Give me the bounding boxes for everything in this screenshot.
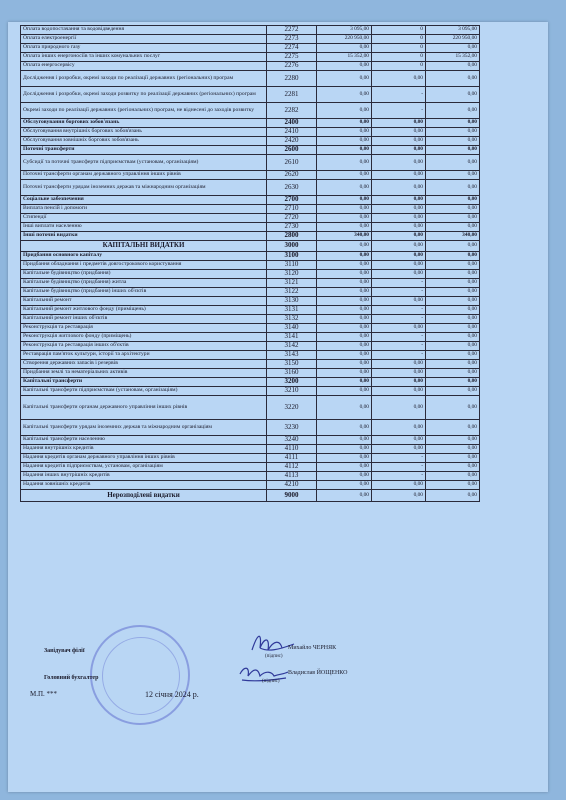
row-name: Окремі заходи по реалізації державних (регіональних) програм, не віднесені до заходів розвитку <box>21 103 267 119</box>
table-row <box>21 288 480 297</box>
row-name: Реставрація пам'яток культури, історії та архітектури <box>21 351 267 360</box>
row-value-3: 0,00 <box>426 420 480 436</box>
table-row <box>21 180 480 196</box>
row-value-2: 0,00 <box>372 387 426 396</box>
table-row <box>21 62 480 71</box>
row-code: 2620 <box>267 171 317 180</box>
row-value-2: 0 <box>372 53 426 62</box>
row-name: Створення державних запасів і резервів <box>21 360 267 369</box>
signer1-caption: (підпис) <box>265 654 283 659</box>
table-row <box>21 241 480 252</box>
row-code: 3120 <box>267 270 317 279</box>
table-row <box>21 53 480 62</box>
row-value-2: 0,00 <box>372 155 426 171</box>
row-value-2: - <box>372 306 426 315</box>
row-name: Інші поточні видатки <box>21 232 267 241</box>
row-value-1: 0,00 <box>317 420 372 436</box>
row-code: 3141 <box>267 333 317 342</box>
row-name: Субсидії та поточні трансферти підприємствам (установам, організаціям) <box>21 155 267 171</box>
row-value-2: 0,00 <box>372 445 426 454</box>
row-value-2: 0,00 <box>372 214 426 223</box>
row-value-1: 0,00 <box>317 87 372 103</box>
row-name: Поточні трансферти урядам іноземних держав та міжнародним організаціям <box>21 180 267 196</box>
row-name: Виплата пенсій і допомоги <box>21 205 267 214</box>
row-value-3: 0,00 <box>426 214 480 223</box>
table-row <box>21 445 480 454</box>
row-code: 3132 <box>267 315 317 324</box>
row-value-2: - <box>372 472 426 481</box>
row-name: Надання внутрішніх кредитів <box>21 445 267 454</box>
table-row <box>21 137 480 146</box>
row-code: 3122 <box>267 288 317 297</box>
row-value-2: 0,00 <box>372 128 426 137</box>
row-code: 4210 <box>267 481 317 490</box>
row-code: 3121 <box>267 279 317 288</box>
row-name: Капітальне будівництво (придбання) інших об'єктів <box>21 288 267 297</box>
table-row <box>21 454 480 463</box>
row-code: 2410 <box>267 128 317 137</box>
row-value-3: 0,00 <box>426 87 480 103</box>
row-code: 2700 <box>267 196 317 205</box>
row-name: Оплата водопостачання та водовідведення <box>21 26 267 35</box>
row-value-2: 0,00 <box>372 297 426 306</box>
row-value-2: - <box>372 87 426 103</box>
row-value-3: 0,00 <box>426 137 480 146</box>
row-value-2: - <box>372 333 426 342</box>
row-value-1: 0,00 <box>317 481 372 490</box>
row-code: 3140 <box>267 324 317 333</box>
row-value-3: 0,00 <box>426 315 480 324</box>
row-value-1: 0,00 <box>317 378 372 387</box>
table-row <box>21 396 480 420</box>
table-row <box>21 71 480 87</box>
row-value-3: 0,00 <box>426 62 480 71</box>
table-row <box>21 369 480 378</box>
table-row <box>21 342 480 351</box>
row-value-3: 0,00 <box>426 103 480 119</box>
row-value-2: 0 <box>372 62 426 71</box>
row-value-3: 0,00 <box>426 436 480 445</box>
row-value-2: 0,00 <box>372 490 426 502</box>
row-code: 3130 <box>267 297 317 306</box>
row-value-2: 0,00 <box>372 261 426 270</box>
row-name: Реконструкція та реставрація <box>21 324 267 333</box>
row-name: Надання кредитів органам державного управління інших рівнів <box>21 454 267 463</box>
row-name: Оплата інших енергоносіїв та інших комунальних послуг <box>21 53 267 62</box>
row-name: Обслуговування боргових зобов'язань <box>21 119 267 128</box>
row-value-3: 0,00 <box>426 360 480 369</box>
row-name: Дослідження і розробки, окремі заходи розвитку по реалізації державних (регіональних) програм <box>21 87 267 103</box>
row-value-2: 0,00 <box>372 396 426 420</box>
table-row <box>21 490 480 502</box>
row-value-1: 0,00 <box>317 306 372 315</box>
table-row <box>21 223 480 232</box>
row-value-1: 0,00 <box>317 279 372 288</box>
row-value-3: 0,00 <box>426 171 480 180</box>
table-row <box>21 252 480 261</box>
row-value-2: - <box>372 351 426 360</box>
table-row <box>21 472 480 481</box>
row-value-1: 0,00 <box>317 214 372 223</box>
table-row <box>21 420 480 436</box>
row-value-3: 0,00 <box>426 463 480 472</box>
row-value-2: 0 <box>372 44 426 53</box>
row-value-1: 0,00 <box>317 241 372 252</box>
row-code: 3210 <box>267 387 317 396</box>
table-row <box>21 279 480 288</box>
row-value-2: 0,00 <box>372 436 426 445</box>
row-value-3: 0,00 <box>426 297 480 306</box>
row-code: 3220 <box>267 396 317 420</box>
row-name: Придбання основного капіталу <box>21 252 267 261</box>
row-value-2: 0 <box>372 26 426 35</box>
row-value-3: 0,00 <box>426 196 480 205</box>
row-code: 2274 <box>267 44 317 53</box>
row-value-2: - <box>372 103 426 119</box>
row-value-2: 0,00 <box>372 180 426 196</box>
row-value-2: 0,00 <box>372 223 426 232</box>
table-row <box>21 270 480 279</box>
row-name: Капітальні трансферти урядам іноземних держав та міжнародним організаціям <box>21 420 267 436</box>
row-value-1: 0,00 <box>317 137 372 146</box>
row-value-1: 0,00 <box>317 119 372 128</box>
row-value-3: 0,00 <box>426 71 480 87</box>
row-code: 2273 <box>267 35 317 44</box>
table-row <box>21 128 480 137</box>
row-value-3: 340,00 <box>426 232 480 241</box>
table-row <box>21 481 480 490</box>
row-name: Придбання землі та нематеріальних активів <box>21 369 267 378</box>
row-value-1: 0,00 <box>317 490 372 502</box>
row-value-3: 0,00 <box>426 490 480 502</box>
row-value-1: 0,00 <box>317 360 372 369</box>
table-row <box>21 360 480 369</box>
row-name: Капітальне будівництво (придбання) житла <box>21 279 267 288</box>
row-code: 3150 <box>267 360 317 369</box>
row-value-3: 0,00 <box>426 472 480 481</box>
row-value-2: 0,00 <box>372 146 426 155</box>
row-code: 3110 <box>267 261 317 270</box>
row-name: Капітальний ремонт інших об'єктів <box>21 315 267 324</box>
row-name: Оплата електроенергії <box>21 35 267 44</box>
row-value-3: 0,00 <box>426 306 480 315</box>
table-row <box>21 324 480 333</box>
accountant-label: Головний бухгалтер <box>44 675 99 681</box>
row-value-2: - <box>372 315 426 324</box>
row-code: 3240 <box>267 436 317 445</box>
row-value-1: 0,00 <box>317 270 372 279</box>
row-value-1: 0,00 <box>317 261 372 270</box>
row-code: 4111 <box>267 454 317 463</box>
row-name: КАПІТАЛЬНІ ВИДАТКИ <box>21 241 267 252</box>
row-value-3: 0,00 <box>426 146 480 155</box>
row-value-3: 0,00 <box>426 270 480 279</box>
director-label: Завідувач філії <box>44 648 85 654</box>
mp-label: М.П. *** <box>30 690 58 698</box>
table-row <box>21 35 480 44</box>
row-code: 2600 <box>267 146 317 155</box>
row-value-2: 0,00 <box>372 137 426 146</box>
row-value-2: 0,00 <box>372 119 426 128</box>
row-value-2: 0,00 <box>372 196 426 205</box>
row-name: Дослідження і розробки, окремі заходи по реалізації державних (регіональних) програм <box>21 71 267 87</box>
table-row <box>21 436 480 445</box>
row-value-1: 0,00 <box>317 333 372 342</box>
row-value-3: 0,00 <box>426 342 480 351</box>
row-value-3: 0,00 <box>426 324 480 333</box>
row-value-3: 0,00 <box>426 155 480 171</box>
row-value-1: 0,00 <box>317 369 372 378</box>
row-value-3: 0,00 <box>426 481 480 490</box>
row-value-3: 0,00 <box>426 396 480 420</box>
row-name: Поточні трансферти <box>21 146 267 155</box>
row-code: 3200 <box>267 378 317 387</box>
row-code: 2800 <box>267 232 317 241</box>
row-code: 3131 <box>267 306 317 315</box>
row-code: 2630 <box>267 180 317 196</box>
row-value-2: 0,00 <box>372 360 426 369</box>
table-row <box>21 87 480 103</box>
row-value-1: 0,00 <box>317 71 372 87</box>
row-code: 2730 <box>267 223 317 232</box>
row-value-1: 0,00 <box>317 223 372 232</box>
row-value-2: 0,00 <box>372 232 426 241</box>
row-value-1: 0,00 <box>317 315 372 324</box>
table-row <box>21 232 480 241</box>
expenditure-table <box>20 25 480 502</box>
row-value-2: 0,00 <box>372 378 426 387</box>
table-body <box>21 26 480 502</box>
row-value-1: 340,00 <box>317 232 372 241</box>
row-code: 4110 <box>267 445 317 454</box>
table-row <box>21 297 480 306</box>
row-value-2: 0,00 <box>372 481 426 490</box>
row-value-1: 15 352,00 <box>317 53 372 62</box>
row-value-3: 0,00 <box>426 454 480 463</box>
row-value-3: 0,00 <box>426 241 480 252</box>
row-code: 3100 <box>267 252 317 261</box>
row-value-2: 0,00 <box>372 369 426 378</box>
table-row <box>21 351 480 360</box>
row-name: Придбання обладнання і предметів довгострокового користування <box>21 261 267 270</box>
row-name: Капітальні трансферти органам державного управління інших рівнів <box>21 396 267 420</box>
row-value-1: 0,00 <box>317 128 372 137</box>
row-name: Обслуговування зовнішніх боргових зобов'язань <box>21 137 267 146</box>
row-code: 3000 <box>267 241 317 252</box>
table-row <box>21 146 480 155</box>
row-value-1: 0,00 <box>317 351 372 360</box>
row-value-1: 0,00 <box>317 171 372 180</box>
table-row <box>21 315 480 324</box>
row-value-2: 0,00 <box>372 171 426 180</box>
row-value-1: 0,00 <box>317 180 372 196</box>
row-value-1: 0,00 <box>317 387 372 396</box>
row-code: 3143 <box>267 351 317 360</box>
row-code: 2272 <box>267 26 317 35</box>
row-value-2: 0,00 <box>372 324 426 333</box>
row-value-1: 0,00 <box>317 342 372 351</box>
round-stamp <box>90 625 190 725</box>
row-value-1: 0,00 <box>317 44 372 53</box>
row-value-2: 0,00 <box>372 270 426 279</box>
row-code: 2720 <box>267 214 317 223</box>
signer1-name: Михайло ЧЕРНЯК <box>288 645 337 651</box>
row-value-2: 0,00 <box>372 252 426 261</box>
row-value-3: 0,00 <box>426 333 480 342</box>
table-row <box>21 44 480 53</box>
row-code: 2282 <box>267 103 317 119</box>
table-row <box>21 155 480 171</box>
row-value-1: 0,00 <box>317 146 372 155</box>
row-name: Інші виплати населенню <box>21 223 267 232</box>
row-value-3: 0,00 <box>426 279 480 288</box>
row-name: Капітальний ремонт <box>21 297 267 306</box>
table-row <box>21 205 480 214</box>
row-value-1: 3 095,00 <box>317 26 372 35</box>
row-code: 4113 <box>267 472 317 481</box>
row-value-3: 0,00 <box>426 180 480 196</box>
row-value-3: 0,00 <box>426 351 480 360</box>
row-name: Капітальні трансферти підприємствам (установам, організаціям) <box>21 387 267 396</box>
row-value-2: 0 <box>372 35 426 44</box>
row-code: 2275 <box>267 53 317 62</box>
row-value-3: 0,00 <box>426 378 480 387</box>
row-value-3: 0,00 <box>426 119 480 128</box>
table-row <box>21 103 480 119</box>
row-code: 2710 <box>267 205 317 214</box>
table-row <box>21 26 480 35</box>
row-code: 2420 <box>267 137 317 146</box>
row-name: Обслуговування внутрішніх боргових зобов'язань <box>21 128 267 137</box>
row-value-3: 0,00 <box>426 252 480 261</box>
row-value-3: 15 352,00 <box>426 53 480 62</box>
table-row <box>21 196 480 205</box>
row-value-1: 0,00 <box>317 196 372 205</box>
row-value-1: 0,00 <box>317 252 372 261</box>
row-value-3: 0,00 <box>426 44 480 53</box>
row-value-1: 0,00 <box>317 62 372 71</box>
row-value-2: 0,00 <box>372 241 426 252</box>
row-value-3: 0,00 <box>426 445 480 454</box>
row-value-1: 0,00 <box>317 205 372 214</box>
row-value-1: 0,00 <box>317 463 372 472</box>
row-name: Оплата енергосервісу <box>21 62 267 71</box>
row-name: Капітальний ремонт житлового фонду (приміщень) <box>21 306 267 315</box>
row-value-1: 0,00 <box>317 155 372 171</box>
signing-date: 12 січня 2024 р. <box>145 690 199 699</box>
table-row <box>21 333 480 342</box>
table-row <box>21 306 480 315</box>
row-value-1: 0,00 <box>317 472 372 481</box>
row-name: Капітальне будівництво (придбання) <box>21 270 267 279</box>
row-code: 2276 <box>267 62 317 71</box>
row-value-2: - <box>372 279 426 288</box>
table-row <box>21 171 480 180</box>
row-name: Реконструкція та реставрація інших об'єктів <box>21 342 267 351</box>
row-value-3: 0,00 <box>426 128 480 137</box>
row-value-2: 0,00 <box>372 420 426 436</box>
row-name: Соціальне забезпечення <box>21 196 267 205</box>
row-name: Реконструкція житлового фонду (приміщень) <box>21 333 267 342</box>
row-value-3: 3 095,00 <box>426 26 480 35</box>
signer2-name: Владислав ЙОЩЕНКО <box>288 670 348 676</box>
row-value-3: 0,00 <box>426 369 480 378</box>
table-row <box>21 261 480 270</box>
row-value-3: 0,00 <box>426 387 480 396</box>
row-value-3: 0,00 <box>426 205 480 214</box>
row-code: 9000 <box>267 490 317 502</box>
row-value-2: - <box>372 454 426 463</box>
row-value-2: 0,00 <box>372 71 426 87</box>
row-code: 3160 <box>267 369 317 378</box>
row-value-1: 0,00 <box>317 445 372 454</box>
row-value-2: - <box>372 463 426 472</box>
row-value-1: 0,00 <box>317 324 372 333</box>
row-name: Надання кредитів підприємствам, установам, організаціям <box>21 463 267 472</box>
row-code: 3142 <box>267 342 317 351</box>
row-value-3: 0,00 <box>426 288 480 297</box>
row-name: Надання інших внутрішніх кредитів <box>21 472 267 481</box>
row-code: 2280 <box>267 71 317 87</box>
row-value-1: 0,00 <box>317 454 372 463</box>
row-name: Нерозподілені видатки <box>21 490 267 502</box>
row-name: Стипендії <box>21 214 267 223</box>
row-value-2: - <box>372 342 426 351</box>
row-value-2: - <box>372 288 426 297</box>
row-name: Поточні трансферти органам державного управління інших рівнів <box>21 171 267 180</box>
row-value-1: 0,00 <box>317 103 372 119</box>
row-value-1: 0,00 <box>317 396 372 420</box>
row-value-3: 0,00 <box>426 223 480 232</box>
row-value-1: 220 950,00 <box>317 35 372 44</box>
row-value-3: 0,00 <box>426 261 480 270</box>
table-row <box>21 119 480 128</box>
signer2-caption: (підпис) <box>262 679 280 684</box>
row-name: Капітальні трансферти населенню <box>21 436 267 445</box>
row-name: Оплата природного газу <box>21 44 267 53</box>
row-value-1: 0,00 <box>317 436 372 445</box>
table-row <box>21 387 480 396</box>
row-name: Надання зовнішніх кредитів <box>21 481 267 490</box>
row-value-1: 0,00 <box>317 297 372 306</box>
row-value-3: 220 950,00 <box>426 35 480 44</box>
row-value-2: 0,00 <box>372 205 426 214</box>
row-code: 2281 <box>267 87 317 103</box>
row-code: 3230 <box>267 420 317 436</box>
row-name: Капітальні трансферти <box>21 378 267 387</box>
table-row <box>21 463 480 472</box>
table-row <box>21 378 480 387</box>
row-code: 2610 <box>267 155 317 171</box>
row-code: 4112 <box>267 463 317 472</box>
row-value-1: 0,00 <box>317 288 372 297</box>
row-code: 2400 <box>267 119 317 128</box>
table-row <box>21 214 480 223</box>
